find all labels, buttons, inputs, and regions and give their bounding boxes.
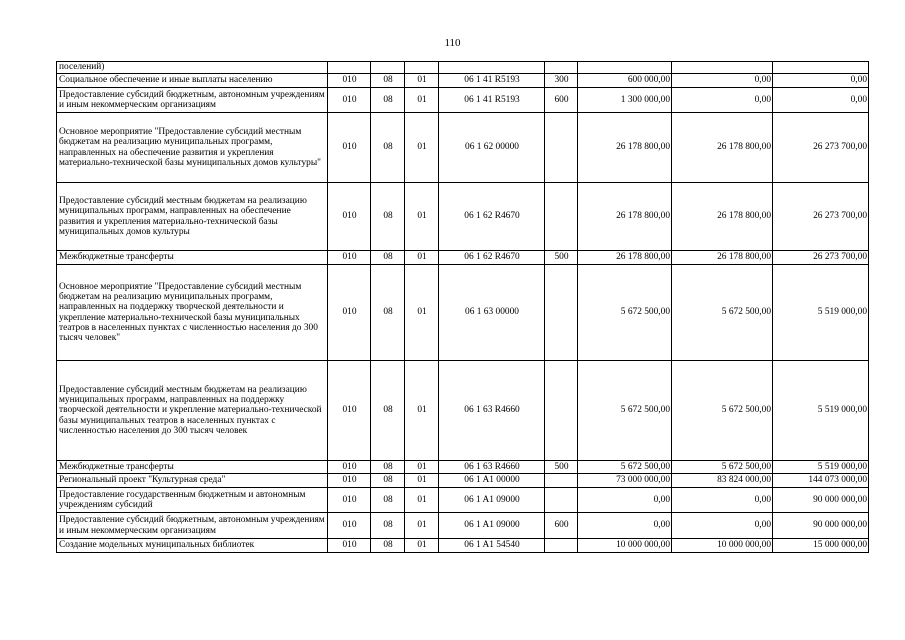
amount-year-3-cell: 15 000 000,00 bbox=[773, 539, 869, 553]
amount-year-2-cell bbox=[672, 62, 773, 74]
ministry-code-cell: 010 bbox=[328, 513, 371, 539]
ministry-code-cell: 010 bbox=[328, 74, 371, 88]
page-number: 110 bbox=[444, 37, 461, 49]
section-code-cell: 08 bbox=[371, 488, 405, 513]
amount-year-1-cell: 26 178 800,00 bbox=[578, 251, 672, 265]
target-article-cell: 06 1 63 R4660 bbox=[439, 361, 545, 461]
amount-year-3-cell: 5 519 000,00 bbox=[773, 265, 869, 361]
target-article-cell: 06 1 A1 09000 bbox=[439, 488, 545, 513]
ministry-code-cell: 010 bbox=[328, 88, 371, 113]
section-code-cell: 08 bbox=[371, 461, 405, 474]
item-name-cell: Предоставление государственным бюджетным и автономным учреждениям субсидий bbox=[57, 488, 328, 513]
section-code-cell: 08 bbox=[371, 265, 405, 361]
expense-type-cell bbox=[545, 488, 578, 513]
amount-year-2-cell: 0,00 bbox=[672, 74, 773, 88]
item-name-cell: Создание модельных муниципальных библиотек bbox=[57, 539, 328, 553]
subsection-code-cell: 01 bbox=[405, 461, 439, 474]
table-row bbox=[57, 513, 869, 539]
target-article-cell bbox=[439, 62, 545, 74]
table-row bbox=[57, 251, 869, 265]
amount-year-1-cell: 1 300 000,00 bbox=[578, 88, 672, 113]
amount-year-1-cell: 26 178 800,00 bbox=[578, 183, 672, 251]
table-row bbox=[57, 62, 869, 74]
expense-type-cell: 300 bbox=[545, 74, 578, 88]
ministry-code-cell: 010 bbox=[328, 361, 371, 461]
expense-type-cell bbox=[545, 183, 578, 251]
amount-year-1-cell bbox=[578, 62, 672, 74]
ministry-code-cell: 010 bbox=[328, 461, 371, 474]
target-article-cell: 06 1 62 R4670 bbox=[439, 251, 545, 265]
target-article-cell: 06 1 41 R5193 bbox=[439, 74, 545, 88]
target-article-cell: 06 1 41 R5193 bbox=[439, 88, 545, 113]
target-article-cell: 06 1 62 R4670 bbox=[439, 183, 545, 251]
ministry-code-cell: 010 bbox=[328, 113, 371, 183]
amount-year-2-cell: 0,00 bbox=[672, 488, 773, 513]
target-article-cell: 06 1 A1 09000 bbox=[439, 513, 545, 539]
ministry-code-cell: 010 bbox=[328, 265, 371, 361]
expense-type-cell bbox=[545, 62, 578, 74]
subsection-code-cell: 01 bbox=[405, 539, 439, 553]
subsection-code-cell: 01 bbox=[405, 183, 439, 251]
item-name-cell: Социальное обеспечение и иные выплаты населению bbox=[57, 74, 328, 88]
budget-table bbox=[56, 61, 869, 553]
item-name-cell: Предоставление субсидий местным бюджетам на реализацию муниципальных программ, направленных на обеспечение развития и укрепления материально-технической базы муниципальных домов культуры bbox=[57, 183, 328, 251]
amount-year-2-cell: 26 178 800,00 bbox=[672, 183, 773, 251]
amount-year-2-cell: 5 672 500,00 bbox=[672, 265, 773, 361]
amount-year-2-cell: 26 178 800,00 bbox=[672, 113, 773, 183]
section-code-cell: 08 bbox=[371, 513, 405, 539]
expense-type-cell bbox=[545, 113, 578, 183]
table-row bbox=[57, 88, 869, 113]
amount-year-3-cell: 90 000 000,00 bbox=[773, 513, 869, 539]
table-row bbox=[57, 74, 869, 88]
expense-type-cell bbox=[545, 361, 578, 461]
expense-type-cell bbox=[545, 474, 578, 488]
item-name-cell: Основное мероприятие "Предоставление субсидий местным бюджетам на реализацию муниципальных программ, направленных на обеспечение развития и укрепления материально-технической базы муниципальных домов культуры" bbox=[57, 113, 328, 183]
item-name-cell: Предоставление субсидий бюджетным, автономным учреждениям и иным некоммерческим организациям bbox=[57, 88, 328, 113]
table-row bbox=[57, 183, 869, 251]
section-code-cell: 08 bbox=[371, 251, 405, 265]
section-code-cell bbox=[371, 62, 405, 74]
amount-year-1-cell: 600 000,00 bbox=[578, 74, 672, 88]
table-row bbox=[57, 265, 869, 361]
amount-year-1-cell: 0,00 bbox=[578, 488, 672, 513]
table-row bbox=[57, 488, 869, 513]
section-code-cell: 08 bbox=[371, 361, 405, 461]
item-name-cell: поселений) bbox=[57, 62, 328, 74]
ministry-code-cell: 010 bbox=[328, 488, 371, 513]
subsection-code-cell: 01 bbox=[405, 251, 439, 265]
expense-type-cell bbox=[545, 539, 578, 553]
subsection-code-cell: 01 bbox=[405, 265, 439, 361]
subsection-code-cell: 01 bbox=[405, 488, 439, 513]
item-name-cell: Межбюджетные трансферты bbox=[57, 251, 328, 265]
subsection-code-cell: 01 bbox=[405, 74, 439, 88]
item-name-cell: Межбюджетные трансферты bbox=[57, 461, 328, 474]
amount-year-3-cell: 5 519 000,00 bbox=[773, 461, 869, 474]
expense-type-cell bbox=[545, 265, 578, 361]
table-row bbox=[57, 113, 869, 183]
amount-year-1-cell: 10 000 000,00 bbox=[578, 539, 672, 553]
target-article-cell: 06 1 A1 00000 bbox=[439, 474, 545, 488]
subsection-code-cell: 01 bbox=[405, 88, 439, 113]
amount-year-3-cell: 0,00 bbox=[773, 74, 869, 88]
amount-year-1-cell: 26 178 800,00 bbox=[578, 113, 672, 183]
amount-year-2-cell: 5 672 500,00 bbox=[672, 461, 773, 474]
table-row bbox=[57, 361, 869, 461]
subsection-code-cell: 01 bbox=[405, 361, 439, 461]
amount-year-3-cell: 26 273 700,00 bbox=[773, 113, 869, 183]
table-row bbox=[57, 461, 869, 474]
amount-year-3-cell: 26 273 700,00 bbox=[773, 183, 869, 251]
amount-year-2-cell: 0,00 bbox=[672, 88, 773, 113]
amount-year-1-cell: 5 672 500,00 bbox=[578, 461, 672, 474]
section-code-cell: 08 bbox=[371, 88, 405, 113]
item-name-cell: Предоставление субсидий бюджетным, автономным учреждениям и иным некоммерческим организациям bbox=[57, 513, 328, 539]
item-name-cell: Предоставление субсидий местным бюджетам на реализацию муниципальных программ, направленных на поддержку творческой деятельности и укрепление материально-технической базы муниципальных театров в населенных пунктах с численностью населения до 300 тысяч человек bbox=[57, 361, 328, 461]
amount-year-1-cell: 73 000 000,00 bbox=[578, 474, 672, 488]
target-article-cell: 06 1 62 00000 bbox=[439, 113, 545, 183]
budget-table-body bbox=[57, 62, 869, 553]
amount-year-2-cell: 83 824 000,00 bbox=[672, 474, 773, 488]
amount-year-3-cell bbox=[773, 62, 869, 74]
target-article-cell: 06 1 A1 54540 bbox=[439, 539, 545, 553]
amount-year-2-cell: 5 672 500,00 bbox=[672, 361, 773, 461]
ministry-code-cell: 010 bbox=[328, 251, 371, 265]
target-article-cell: 06 1 63 R4660 bbox=[439, 461, 545, 474]
amount-year-1-cell: 0,00 bbox=[578, 513, 672, 539]
amount-year-1-cell: 5 672 500,00 bbox=[578, 361, 672, 461]
expense-type-cell: 500 bbox=[545, 251, 578, 265]
amount-year-1-cell: 5 672 500,00 bbox=[578, 265, 672, 361]
target-article-cell: 06 1 63 00000 bbox=[439, 265, 545, 361]
table-row bbox=[57, 539, 869, 553]
section-code-cell: 08 bbox=[371, 474, 405, 488]
amount-year-3-cell: 90 000 000,00 bbox=[773, 488, 869, 513]
expense-type-cell: 600 bbox=[545, 88, 578, 113]
ministry-code-cell: 010 bbox=[328, 474, 371, 488]
subsection-code-cell: 01 bbox=[405, 113, 439, 183]
amount-year-3-cell: 0,00 bbox=[773, 88, 869, 113]
subsection-code-cell bbox=[405, 62, 439, 74]
amount-year-2-cell: 26 178 800,00 bbox=[672, 251, 773, 265]
ministry-code-cell: 010 bbox=[328, 539, 371, 553]
subsection-code-cell: 01 bbox=[405, 513, 439, 539]
expense-type-cell: 500 bbox=[545, 461, 578, 474]
expense-type-cell: 600 bbox=[545, 513, 578, 539]
ministry-code-cell: 010 bbox=[328, 183, 371, 251]
amount-year-2-cell: 10 000 000,00 bbox=[672, 539, 773, 553]
ministry-code-cell bbox=[328, 62, 371, 74]
section-code-cell: 08 bbox=[371, 183, 405, 251]
item-name-cell: Региональный проект "Культурная среда" bbox=[57, 474, 328, 488]
amount-year-3-cell: 144 073 000,00 bbox=[773, 474, 869, 488]
subsection-code-cell: 01 bbox=[405, 474, 439, 488]
section-code-cell: 08 bbox=[371, 74, 405, 88]
item-name-cell: Основное мероприятие "Предоставление субсидий местным бюджетам на реализацию муниципальных программ, направленных на поддержку творческой деятельности и укрепление материально-технической базы муниципальных театров в населенных пунктах с численностью населения до 300 тысяч человек" bbox=[57, 265, 328, 361]
amount-year-3-cell: 26 273 700,00 bbox=[773, 251, 869, 265]
amount-year-2-cell: 0,00 bbox=[672, 513, 773, 539]
amount-year-3-cell: 5 519 000,00 bbox=[773, 361, 869, 461]
table-row bbox=[57, 474, 869, 488]
section-code-cell: 08 bbox=[371, 539, 405, 553]
section-code-cell: 08 bbox=[371, 113, 405, 183]
